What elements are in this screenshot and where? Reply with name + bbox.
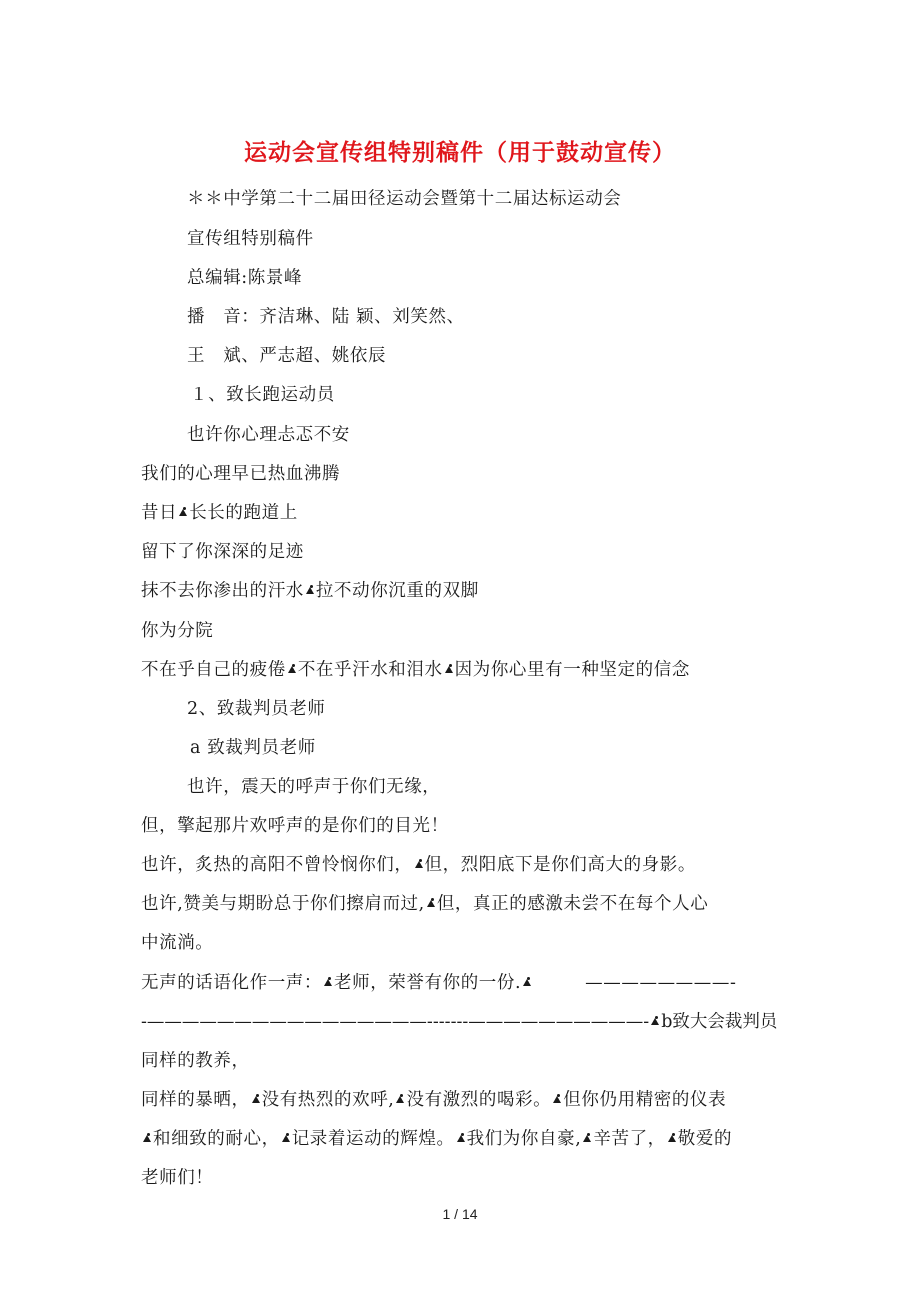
text-span: 但，烈阳底下是你们高大的身影。 [424,855,696,875]
poem-line: 老师们！ [141,1168,214,1188]
text-span: 记录着运动的辉煌。 [291,1129,455,1149]
text-span: 同样的暴晒， [141,1090,250,1110]
text-span: 老师，荣誉有你的一份. [334,973,522,993]
poem-line: 也许你心理忐忑不安 [187,425,350,445]
dash-rule: -————————————————-------——————————- [141,1012,650,1032]
poem-line: 同样的教养， [141,1051,250,1071]
poem-line [141,1126,732,1152]
bullet-symbol-icon [522,977,532,987]
announcer-line-2: 王 斌、严志超、姚依辰 [187,346,387,366]
bullet-symbol-icon [178,507,188,517]
text-span: 拉不动你沉重的双脚 [315,581,479,601]
bullet-symbol-icon [305,585,315,595]
poem-line: 中流淌。 [141,933,214,953]
text-span: 辛苦了， [593,1129,666,1149]
heading-1: １、致长跑运动员 [190,385,335,405]
bullet-symbol-icon [582,1133,592,1143]
text-span: 抹不去你渗出的汗水 [141,581,304,601]
poem-line: 我们的心理早已热血沸腾 [141,464,341,484]
text-span: 也许，炙热的高阳不曾怜悯你们， [141,855,413,875]
text-span: 和细致的耐心， [153,1129,280,1149]
text-span: 也许,赞美与期盼总于你们擦肩而过, [141,894,425,914]
poem-line [141,657,690,683]
poem-line: 也许，震天的呼声于你们无缘， [187,777,441,797]
bullet-symbol-icon [444,664,454,674]
announcer-line: 播 音：齐洁琳、陆 颖、刘笑然、 [187,307,465,327]
text-span: 但你仍用精密的仪表 [563,1090,727,1110]
bullet-symbol-icon [552,1094,562,1104]
page-indicator: 1 / 14 [442,1206,478,1222]
text-span: 但，真正的感激未尝不在每个人心 [436,894,709,914]
bullet-symbol-icon [414,859,424,869]
text-span: 没有激烈的喝彩。 [406,1090,552,1110]
bullet-symbol-icon [667,1133,677,1143]
bullet-symbol-icon [287,664,297,674]
section-label: 宣传组特别稿件 [187,229,314,249]
bullet-symbol-icon [323,977,333,987]
editor-line: 总编辑:陈景峰 [187,268,303,288]
text-span: 昔日 [141,503,178,523]
poem-line [141,578,479,604]
text-span: 没有热烈的欢呼, [261,1090,395,1110]
text-span: 长长的跑道上 [189,503,298,523]
dash-rule: ————————- [585,973,737,993]
poem-line: 留下了你深深的足迹 [141,542,304,562]
text-span: 因为你心里有一种坚定的信念 [454,660,690,680]
text-span: 无声的话语化作一声： [141,973,322,993]
bullet-symbol-icon [650,1016,660,1026]
heading-2: 2、致裁判员老师 [187,699,326,719]
poem-line: 但，擎起那片欢呼声的是你们的目光！ [141,816,449,836]
bullet-symbol-icon [426,898,436,908]
bullet-symbol-icon [456,1133,466,1143]
text-span: 我们为你自豪, [466,1129,582,1149]
poem-line [141,1087,726,1113]
subtitle-line: ＊＊中学第二十二届田径运动会暨第十二届达标运动会 [187,189,622,209]
poem-line [141,852,696,878]
bullet-symbol-icon [251,1094,261,1104]
subheading-a: a 致裁判员老师 [190,738,316,758]
poem-line [141,500,298,526]
bullet-symbol-icon [142,1133,152,1143]
poem-line [141,970,737,996]
text-span: 敬爱的 [677,1129,733,1149]
text-span: 不在乎自己的疲倦 [141,660,286,680]
bullet-symbol-icon [395,1094,405,1104]
poem-line [141,1009,777,1035]
poem-line [141,891,708,917]
bullet-symbol-icon [281,1133,291,1143]
subheading-b: b致大会裁判员 [661,1012,778,1032]
poem-line: 你为分院 [141,621,214,641]
document-title: 运动会宣传组特别稿件（用于鼓动宣传） [244,139,676,166]
text-span: 不在乎汗水和泪水 [297,660,443,680]
